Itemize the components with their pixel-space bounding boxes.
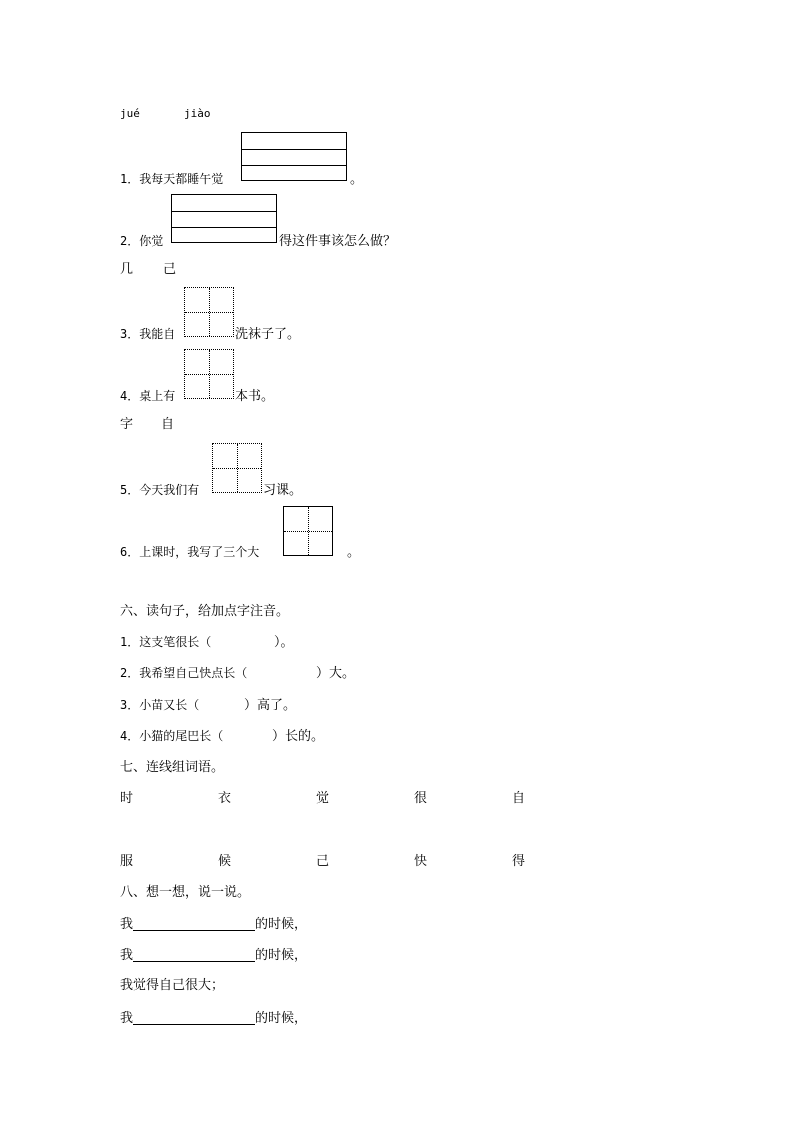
s8-line-1-prefix: 我: [120, 917, 134, 932]
pinyin-jue: jué: [120, 107, 140, 120]
match-bottom-3[interactable]: 己: [316, 854, 330, 869]
char-grid-box-6[interactable]: [283, 506, 333, 556]
pinyin-jiao: jiào: [184, 107, 211, 120]
s6-item-3-suffix: ）高了。: [244, 698, 297, 713]
match-bottom-5[interactable]: 得: [512, 854, 526, 869]
sentence-3-end: 洗袜子了。: [235, 327, 301, 342]
sentence-2-end: 得这件事该怎么做？: [279, 234, 397, 249]
char-grid-box-5[interactable]: [212, 443, 262, 493]
char-choice-ji-b: 己: [163, 262, 177, 277]
match-top-4[interactable]: 很: [414, 791, 428, 806]
section-7-title: 七、连线组词语。: [120, 760, 225, 775]
s8-line-1: [120, 917, 307, 931]
section-6-title: 六、读句子，给加点字注音。: [120, 604, 290, 619]
match-top-2[interactable]: 衣: [218, 791, 232, 806]
s8-line-3: 我觉得自己很大；: [120, 978, 225, 993]
s6-item-4-prefix: 4．小猫的尾巴长（: [120, 729, 224, 743]
match-bottom-1[interactable]: 服: [120, 854, 134, 869]
s8-line-2: [120, 948, 307, 962]
sentence-1-end: 。: [350, 172, 364, 187]
s8-line-4-prefix: 我: [120, 1011, 134, 1026]
s6-item-3-prefix: 3．小苗又长（: [120, 698, 200, 712]
s6-item-1-prefix: 1．这支笔很长（: [120, 635, 212, 649]
sentence-2-text: 2．你觉: [120, 234, 164, 248]
s8-line-4-suffix: 的时候，: [255, 1011, 308, 1026]
s6-item-2-suffix: ）大。: [316, 666, 356, 681]
match-bottom-2[interactable]: 候: [218, 854, 232, 869]
sentence-4-text: 4．桌上有: [120, 389, 176, 403]
s6-item-1-suffix: ）。: [274, 635, 294, 650]
char-grid-box-4[interactable]: [184, 349, 234, 399]
pinyin-writing-box-2[interactable]: [171, 194, 277, 243]
char-choice-ji-a: 几: [120, 262, 134, 277]
sentence-6-text: 6．上课时，我写了三个大: [120, 545, 260, 559]
match-top-5[interactable]: 自: [512, 791, 526, 806]
match-bottom-4[interactable]: 快: [414, 854, 428, 869]
pinyin-writing-box-1[interactable]: [241, 132, 347, 181]
sentence-1-text: 1．我每天都睡午觉: [120, 172, 224, 186]
s8-line-2-prefix: 我: [120, 948, 134, 963]
s8-line-1-suffix: 的时候，: [255, 917, 308, 932]
char-grid-box-3[interactable]: [184, 287, 234, 337]
match-top-3[interactable]: 觉: [316, 791, 330, 806]
sentence-6-end: 。: [347, 545, 361, 560]
s8-line-4-blank[interactable]: [133, 1011, 255, 1025]
s8-line-2-suffix: 的时候，: [255, 948, 308, 963]
char-choice-zi-a: 字: [120, 417, 134, 432]
s8-line-2-blank[interactable]: [133, 948, 255, 962]
sentence-4-end: 本书。: [235, 389, 275, 404]
s6-item-2-prefix: 2．我希望自己快点长（: [120, 666, 248, 680]
match-top-1[interactable]: 时: [120, 791, 134, 806]
section-8-title: 八、想一想，说一说。: [120, 885, 251, 900]
char-choice-zi-b: 自: [161, 417, 175, 432]
s8-line-4: [120, 1011, 307, 1025]
s6-item-4-suffix: ）长的。: [272, 729, 325, 744]
sentence-3-text: 3．我能自: [120, 327, 176, 341]
sentence-5-text: 5．今天我们有: [120, 483, 200, 497]
s8-line-1-blank[interactable]: [133, 917, 255, 931]
sentence-5-end: 习课。: [263, 483, 303, 498]
